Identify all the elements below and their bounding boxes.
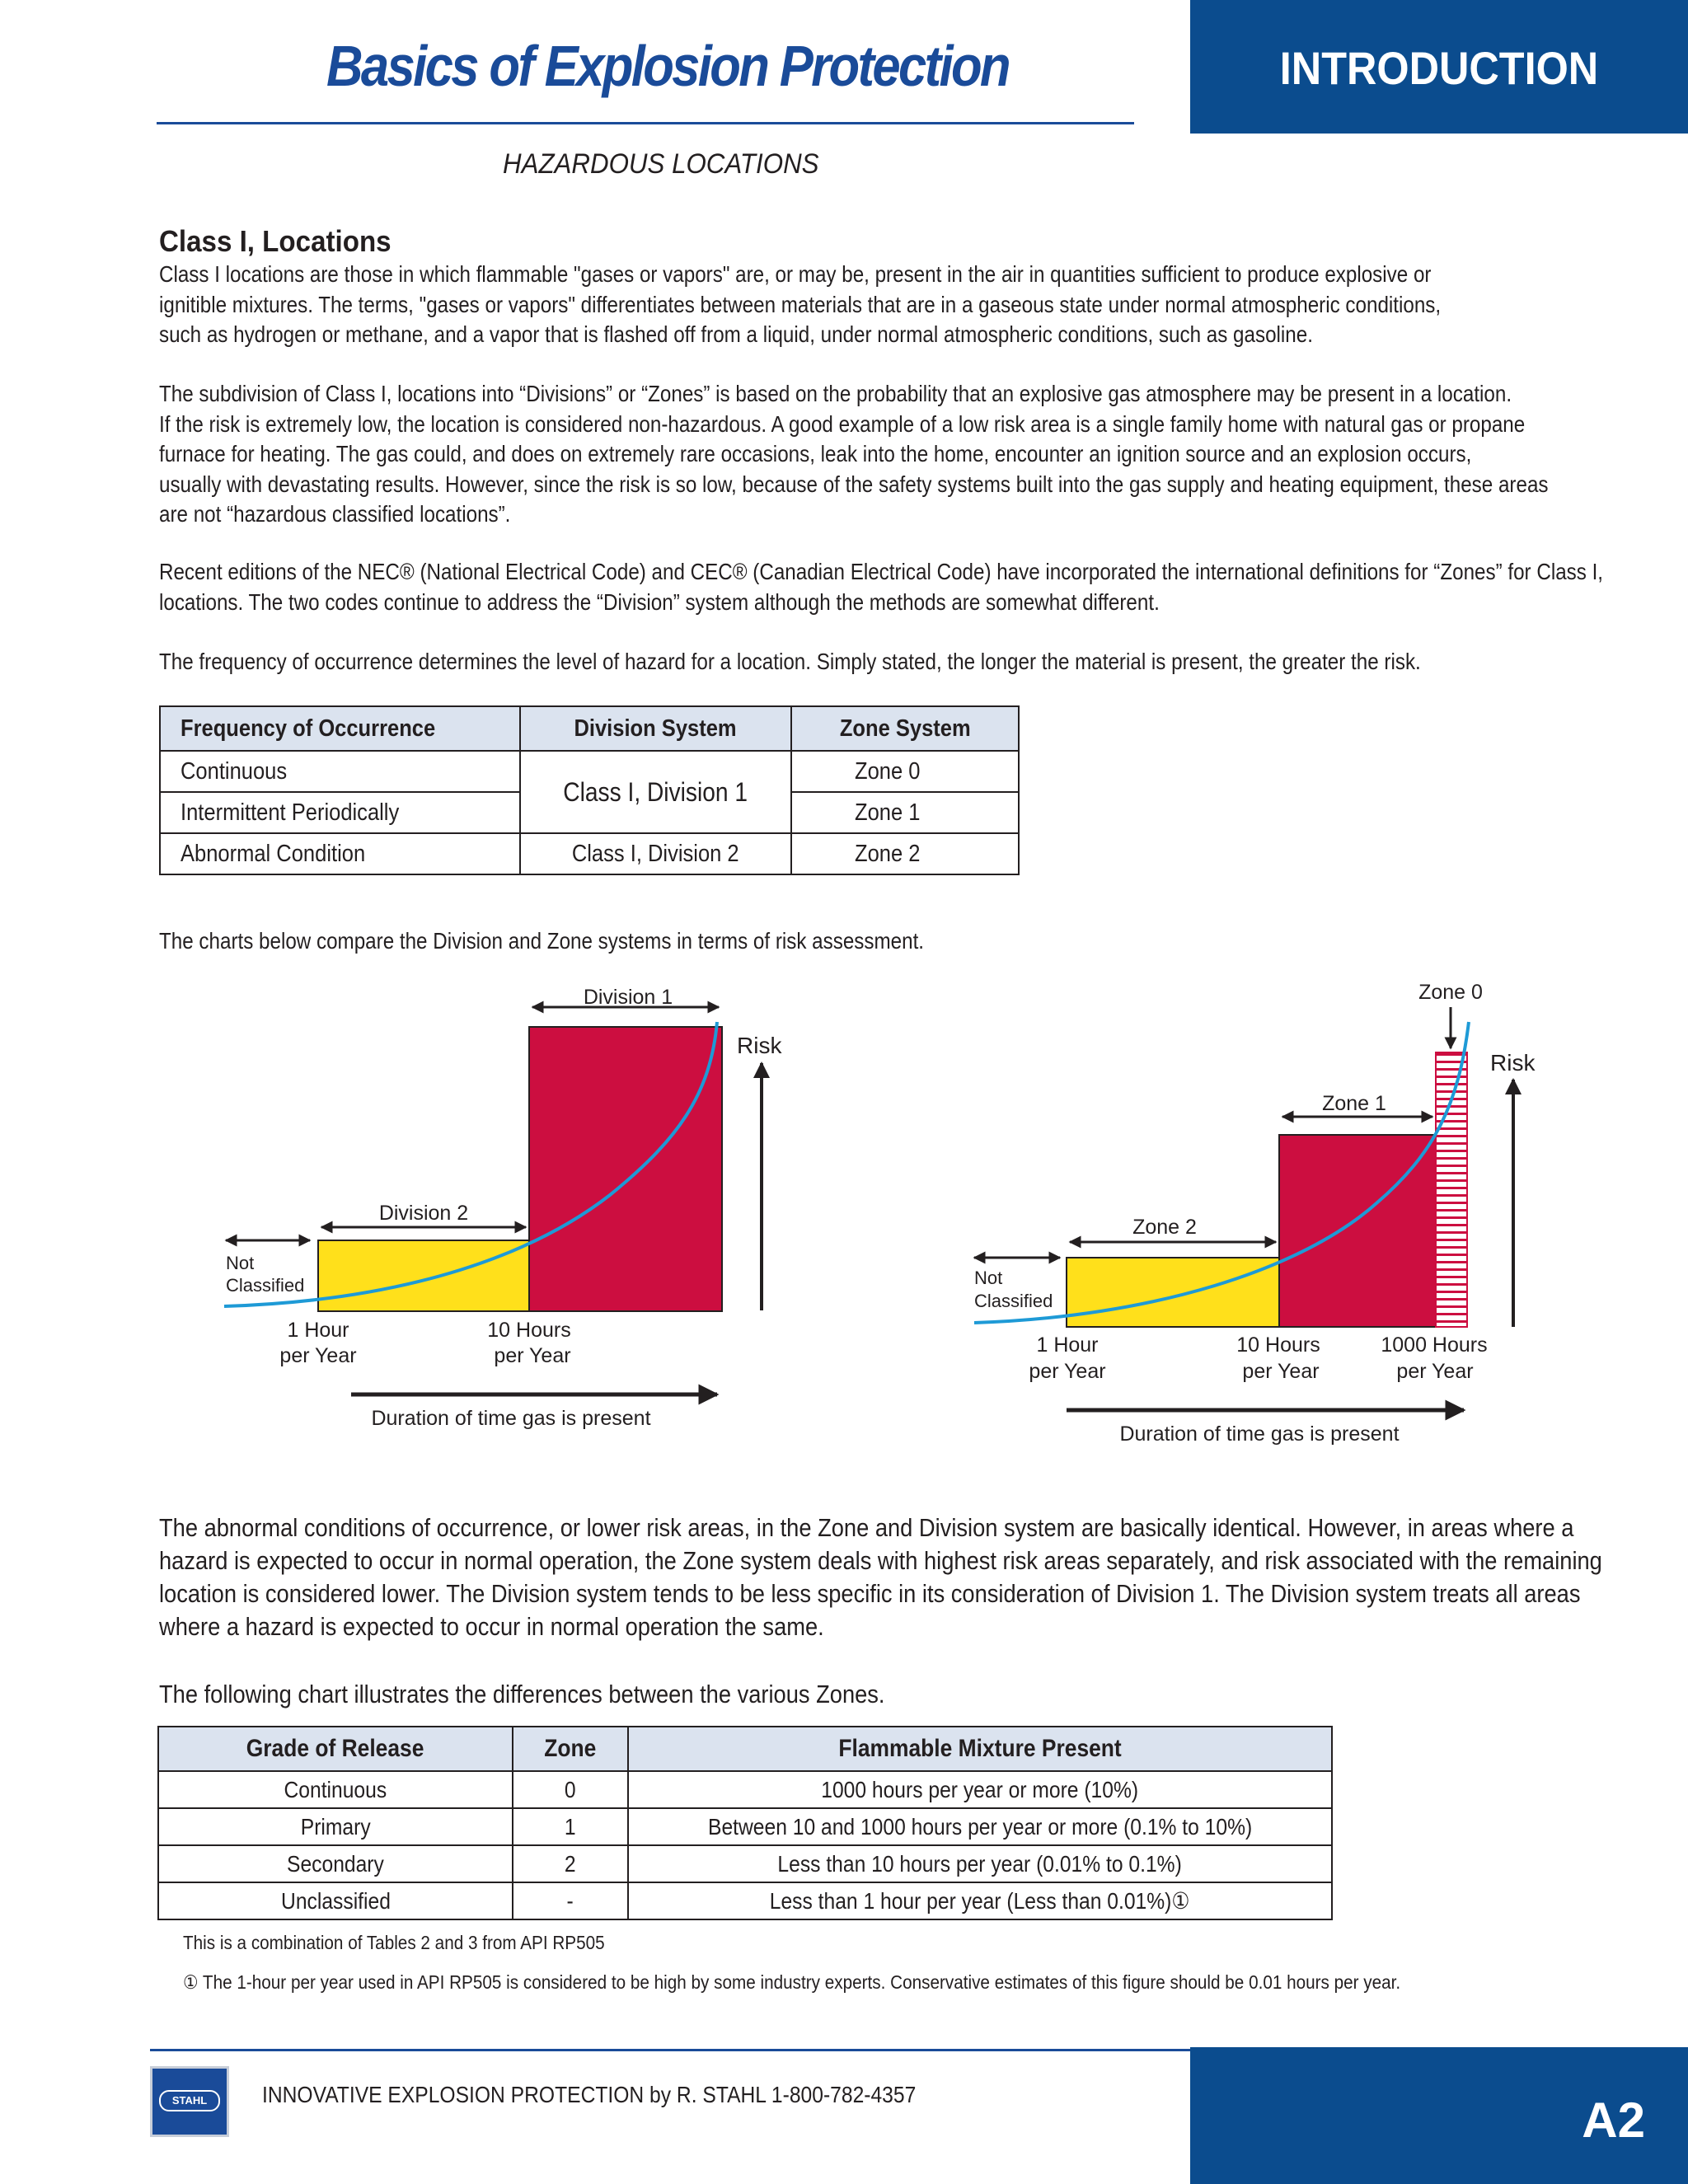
table-cell: Zone 2 (791, 833, 1019, 874)
table-cell: Zone 0 (791, 751, 1019, 792)
table-row (158, 1845, 1332, 1882)
footer-tab (1190, 2047, 1688, 2184)
table-header-cell: Frequency of Occurrence (160, 706, 520, 751)
table-header-row (158, 1727, 1332, 1771)
page-number: A2 (1582, 2093, 1645, 2148)
text-line: The charts below compare the Division and Zone systems in terms of risk assessment. (159, 928, 925, 954)
table-cell: 1 (513, 1808, 628, 1845)
not-classified-label: Not (974, 1268, 1003, 1288)
table-cell: Unclassified (158, 1882, 513, 1919)
text-line: The frequency of occurrence determines the level of hazard for a location. Simply stated, the longer the material is present, the greater the risk. (159, 649, 1421, 674)
footer-text: INNOVATIVE EXPLOSION PROTECTION by R. STAHL 1-800-782-4357 (262, 2082, 917, 2107)
paragraph-codes (159, 557, 1688, 617)
text-line: such as hydrogen or methane, and a vapor that is flashed off from a liquid, under normal atmospheric conditions, such as gasoline. (159, 321, 1313, 347)
table-cell: Less than 10 hours per year (0.01% to 0.1%) (628, 1845, 1332, 1882)
table-cell: Continuous (160, 751, 520, 792)
tick-label: 1 Hour (1036, 1333, 1099, 1357)
table-source-note: This is a combination of Tables 2 and 3 from API RP505 (183, 1932, 605, 1953)
text-line: location is considered lower. The Division system tends to be less specific in its consideration of Division 1. The Division system treats all areas (159, 1579, 1581, 1608)
division2-bar (318, 1240, 529, 1311)
duration-label: Duration of time gas is present (1119, 1422, 1400, 1446)
not-classified-label: Not (226, 1253, 255, 1273)
division1-bar (529, 1027, 722, 1311)
paragraph-zones-intro (159, 1678, 1688, 1711)
text-line: If the risk is extremely low, the location is considered non-hazardous. A good example of a low risk area is a single family home with natural gas or propane (159, 410, 1526, 437)
zone0-label: Zone 0 (1418, 981, 1483, 1004)
text-line: Class I locations are those in which flammable "gases or vapors" are, or may be, present in the air in quantities sufficient to produce explosive or (159, 261, 1432, 287)
text-line: usually with devastating results. However, since the risk is so low, because of the safety systems built into the gas supply and heating equipment, these areas (159, 471, 1549, 497)
table-cell: 2 (513, 1845, 628, 1882)
text-line: where a hazard is expected to occur in normal operation the same. (159, 1612, 824, 1641)
table-cell: 0 (513, 1771, 628, 1808)
table-cell: Between 10 and 1000 hours per year or more (0.1% to 10%) (628, 1808, 1332, 1845)
division1-label: Division 1 (583, 986, 673, 1009)
table-cell: Less than 1 hour per year (Less than 0.01%)① (628, 1882, 1332, 1919)
table-row (160, 751, 1019, 792)
footer-rule (150, 2049, 1190, 2051)
table-cell: Abnormal Condition (160, 833, 520, 874)
table-cell: 1000 hours per year or more (10%) (628, 1771, 1332, 1808)
tick-label: 10 Hours (487, 1319, 571, 1342)
text-line: Recent editions of the NEC® (National Electrical Code) and CEC® (Canadian Electrical Code) have incorporated the international definitions for “Zones” for Class I, (159, 559, 1604, 584)
page-title: Basics of Explosion Protection (326, 34, 1009, 98)
tick-label: per Year (494, 1344, 571, 1367)
grade-of-release-table (157, 1726, 1333, 1920)
frequency-table (159, 705, 1020, 875)
table-header-cell: Zone (513, 1727, 628, 1771)
zone2-label: Zone 2 (1132, 1216, 1197, 1239)
table-row (158, 1771, 1332, 1808)
table-cell: Class I, Division 1 (520, 751, 791, 833)
tick-label: 1 Hour (287, 1319, 349, 1342)
table-cell: Primary (158, 1808, 513, 1845)
paragraph-class-definition (159, 260, 1688, 350)
table-cell: - (513, 1882, 628, 1919)
risk-label: Risk (1490, 1050, 1536, 1076)
table-row (158, 1882, 1332, 1919)
paragraph-comparison (159, 1511, 1688, 1643)
footnote: ① The 1-hour per year used in API RP505 is considered to be high by some industry experts. Conservative estimates of this figure should be 0.01 hours per year. (183, 1971, 1401, 1993)
paragraph-frequency (159, 647, 1688, 677)
division2-label: Division 2 (378, 1202, 469, 1225)
table-row (158, 1808, 1332, 1845)
risk-label: Risk (737, 1033, 782, 1058)
duration-label: Duration of time gas is present (371, 1407, 651, 1430)
tick-label: 1000 Hours (1381, 1333, 1488, 1357)
text-line: furnace for heating. The gas could, and does on extremely rare occasions, leak into the home, encounter an ignition source and an explosion occurs, (159, 441, 1472, 466)
table-header-cell: Zone System (791, 706, 1019, 751)
table-cell: Continuous (158, 1771, 513, 1808)
table-header-row (160, 706, 1019, 751)
paragraph-charts-intro (159, 926, 1688, 957)
zone1-label: Zone 1 (1322, 1092, 1386, 1115)
table-row (160, 833, 1019, 874)
table-cell: Class I, Division 2 (520, 833, 791, 874)
text-line: locations. The two codes continue to address the “Division” system although the methods are somewhat different. (159, 588, 1160, 615)
risk-charts (0, 964, 1688, 1459)
text-line: ignitible mixtures. The terms, "gases or vapors" differentiates between materials that are in a gaseous state under normal atmospheric conditions, (159, 291, 1442, 317)
text-line: The following chart illustrates the differences between the various Zones. (159, 1680, 885, 1708)
text-line: The abnormal conditions of occurrence, or lower risk areas, in the Zone and Division system are basically identical. However, in areas where a (159, 1513, 1574, 1542)
zone0-bar (1436, 1052, 1467, 1327)
zone-chart (974, 981, 1536, 1446)
text-line: hazard is expected to occur in normal operation, the Zone system deals with highest risk areas separately, and risk associated with the remaining (159, 1546, 1602, 1575)
zone2-bar (1067, 1258, 1279, 1327)
table-header-cell: Flammable Mixture Present (628, 1727, 1332, 1771)
tick-label: per Year (1029, 1360, 1106, 1383)
table-header-cell: Division System (520, 706, 791, 751)
not-classified-label: Classified (974, 1291, 1053, 1311)
page-subtitle: HAZARDOUS LOCATIONS (503, 148, 819, 180)
text-line: are not “hazardous classified locations”. (159, 501, 511, 527)
table-cell: Secondary (158, 1845, 513, 1882)
tick-label: per Year (1396, 1360, 1474, 1383)
paragraph-subdivision (159, 379, 1688, 530)
section-heading: Class I, Locations (159, 224, 392, 258)
not-classified-label: Classified (226, 1275, 305, 1296)
table-cell: Intermittent Periodically (160, 792, 520, 833)
text-line: The subdivision of Class I, locations into “Divisions” or “Zones” is based on the probability that an explosive gas atmosphere may be present in a location. (159, 381, 1512, 406)
tick-label: per Year (1242, 1360, 1320, 1383)
section-tab (1190, 0, 1688, 134)
section-tab-label: INTRODUCTION (1279, 42, 1599, 94)
zone1-bar (1279, 1135, 1436, 1327)
table-cell: Zone 1 (791, 792, 1019, 833)
division-chart (224, 986, 782, 1430)
stahl-logo-text: STAHL (159, 2090, 220, 2111)
tick-label: per Year (279, 1344, 357, 1367)
table-header-cell: Grade of Release (158, 1727, 513, 1771)
tick-label: 10 Hours (1236, 1333, 1320, 1357)
stahl-logo (150, 2066, 229, 2137)
title-rule (157, 122, 1134, 124)
